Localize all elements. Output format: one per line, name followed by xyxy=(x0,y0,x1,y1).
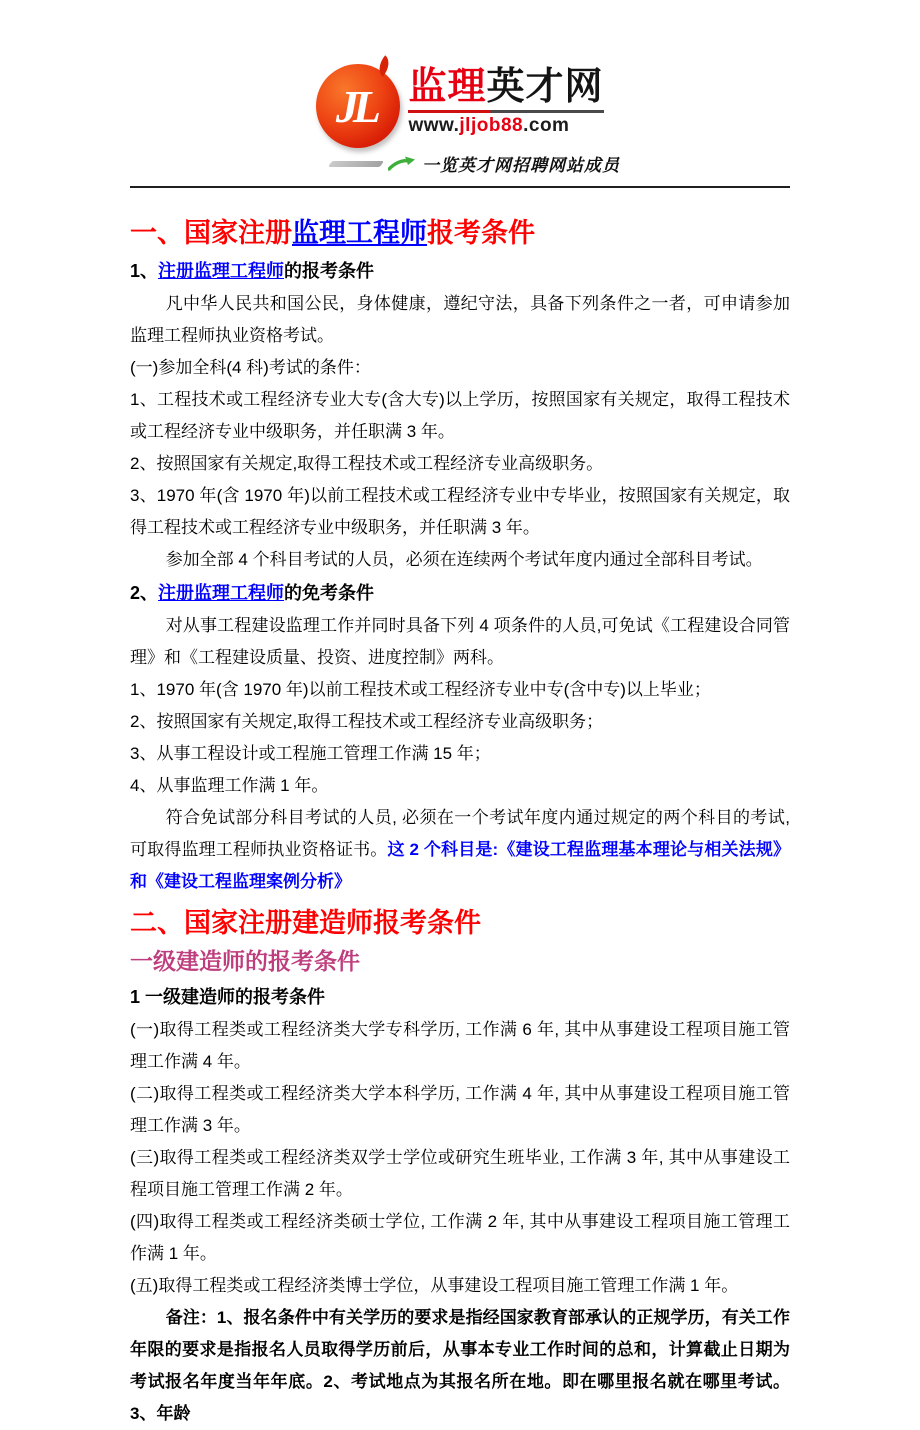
text-run: 一、国家注册 xyxy=(130,218,292,248)
site-name xyxy=(408,68,603,108)
paragraph xyxy=(130,1078,790,1142)
paragraph xyxy=(130,544,790,576)
logo-name-block xyxy=(408,68,603,137)
paragraph xyxy=(130,770,790,802)
text-run: 参加全部 4 个科目考试的人员，必须在连续两个考试年度内通过全部科目考试。 xyxy=(165,550,763,569)
logo-jl-badge xyxy=(316,64,400,148)
logo-underline xyxy=(408,110,603,113)
paragraph xyxy=(130,1270,790,1302)
paragraph xyxy=(130,1302,790,1430)
text-run: 这 2 个科目是:《建设工程监理基本理论与相关法规》和《建设工程监理案例分析》 xyxy=(130,840,791,891)
paragraph xyxy=(130,448,790,480)
paragraph xyxy=(130,288,790,352)
text-run: 3、从事工程设计或工程施工管理工作满 15 年； xyxy=(130,744,491,763)
text-run: (一)取得工程类或工程经济类大学专科学历, 工作满 6 年, 其中从事建设工程项目施工管理工作满 4 年。 xyxy=(130,1020,790,1071)
text-run: 1、1970 年(含 1970 年)以前工程技术或工程经济专业中专(含中专)以上毕业； xyxy=(130,680,711,699)
text-run: 4、从事监理工作满 1 年。 xyxy=(130,776,329,795)
section-heading xyxy=(130,906,790,940)
section-heading xyxy=(130,946,790,976)
text-run: 2、按照国家有关规定,取得工程技术或工程经济专业高级职务； xyxy=(130,712,604,731)
section-heading xyxy=(130,216,790,250)
text-run: 对从事工程建设监理工作并同时具备下列 4 项条件的人员,可免试《工程建设合同管理》和《工程建设质量、投资、进度控制》两科。 xyxy=(130,616,790,667)
section-heading xyxy=(130,256,790,286)
inline-link[interactable]: 注册监理工程师 xyxy=(158,261,285,281)
text-run: 一级建造师的报考条件 xyxy=(130,948,360,974)
green-arrow-icon xyxy=(388,156,416,171)
paragraph xyxy=(130,802,790,898)
url-www: www. xyxy=(408,114,460,136)
document-body xyxy=(130,188,790,1430)
shadow-swoosh-icon xyxy=(328,161,384,167)
text-run: (三)取得工程类或工程经济类双学士学位或研究生班毕业, 工作满 3 年, 其中从事建设工程项目施工管理工作满 2 年。 xyxy=(130,1148,790,1199)
paragraph xyxy=(130,352,790,384)
text-run: 二、国家注册建造师报考条件 xyxy=(130,908,481,938)
logo-tagline-row xyxy=(330,151,620,176)
jl-monogram: JL xyxy=(335,80,376,132)
text-run: 的免考条件 xyxy=(284,583,375,603)
text-run: 1、 xyxy=(130,261,159,281)
paragraph xyxy=(130,480,790,544)
paragraph xyxy=(130,1142,790,1206)
flame-icon xyxy=(374,55,395,77)
paragraph xyxy=(130,1014,790,1078)
url-domain: jljob88 xyxy=(459,114,524,136)
text-run: 2、 xyxy=(130,583,159,603)
section-heading xyxy=(130,982,790,1012)
text-run: 的报考条件 xyxy=(284,261,375,281)
paragraph xyxy=(130,384,790,448)
text-run: 2、按照国家有关规定,取得工程技术或工程经济专业高级职务。 xyxy=(130,454,604,473)
paragraph xyxy=(130,674,790,706)
logo-tagline: 一览英才网招聘网站成员 xyxy=(422,156,620,175)
site-header xyxy=(130,0,790,176)
text-run: 1 一级建造师的报考条件 xyxy=(130,987,326,1007)
site-name-black: 英才网 xyxy=(486,66,604,108)
inline-link[interactable]: 监理工程师 xyxy=(292,218,427,248)
paragraph xyxy=(130,1206,790,1270)
text-run: 1、工程技术或工程经济专业大专(含大专)以上学历，按照国家有关规定，取得工程技术或工程经济专业中级职务，并任职满 3 年。 xyxy=(130,390,790,441)
paragraph xyxy=(130,610,790,674)
site-url[interactable] xyxy=(408,115,603,137)
text-run: (四)取得工程类或工程经济类硕士学位, 工作满 2 年, 其中从事建设工程项目施工管理工作满 1 年。 xyxy=(130,1212,790,1263)
text-run: (二)取得工程类或工程经济类大学本科学历, 工作满 4 年, 其中从事建设工程项目施工管理工作满 3 年。 xyxy=(130,1084,790,1135)
url-com: .com xyxy=(523,114,570,136)
section-heading xyxy=(130,578,790,608)
site-logo[interactable] xyxy=(316,64,603,148)
text-run: (一)参加全科(4 科)考试的条件： xyxy=(130,358,371,377)
text-run: 3、1970 年(含 1970 年)以前工程技术或工程经济专业中专毕业，按照国家有关规定，取得工程技术或工程经济专业中级职务，并任职满 3 年。 xyxy=(130,486,790,537)
site-name-red: 监理 xyxy=(408,66,487,108)
text-run: 报考条件 xyxy=(427,218,535,248)
text-run: 符合免试部分科目考试的人员, 必须在一个考试年度内通过规定的两个科目的考试, 可取得监理工程师执业资格证书。 xyxy=(130,808,790,859)
paragraph xyxy=(130,738,790,770)
inline-link[interactable]: 注册监理工程师 xyxy=(158,583,285,603)
text-run: (五)取得工程类或工程经济类博士学位，从事建设工程项目施工管理工作满 1 年。 xyxy=(130,1276,739,1295)
text-run: 凡中华人民共和国公民，身体健康，遵纪守法，具备下列条件之一者，可申请参加监理工程师执业资格考试。 xyxy=(130,294,790,345)
text-run: 备注：1、报名条件中有关学历的要求是指经国家教育部承认的正规学历，有关工作年限的要求是指报名人员取得学历前后，从事本专业工作时间的总和，计算截止日期为考试报名年度当年年底。2、考试地点为其报名所在地。即在哪里报名就在哪里考试。3、年龄 xyxy=(130,1308,790,1423)
paragraph xyxy=(130,706,790,738)
